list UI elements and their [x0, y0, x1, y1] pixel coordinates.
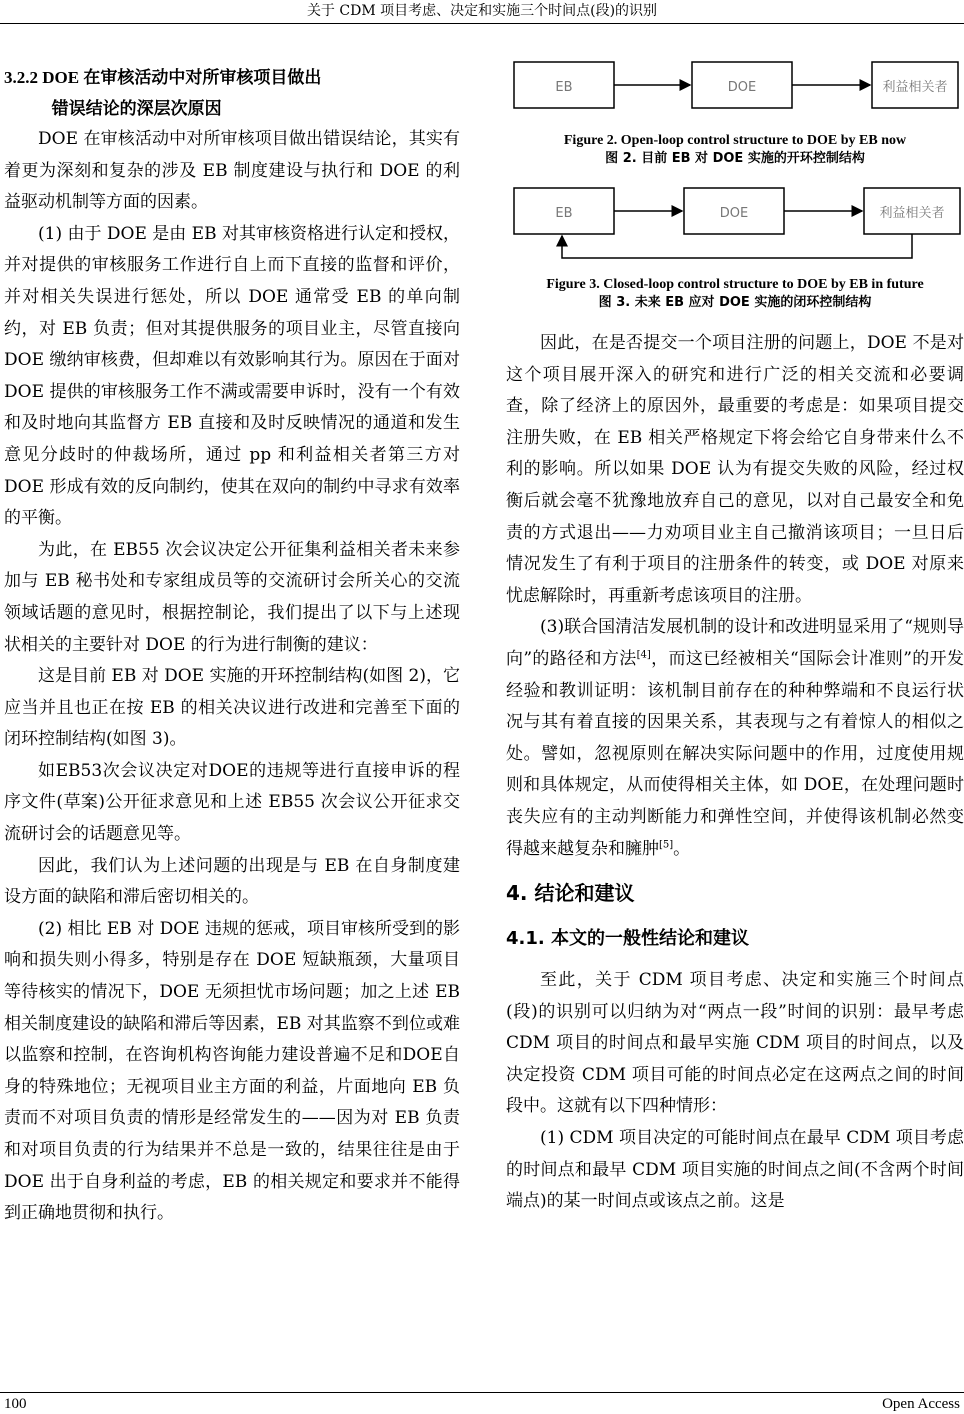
eb-box-label: EB [555, 80, 573, 95]
figure-2-diagram [506, 56, 964, 122]
paragraph: DOE 在审核活动中对所审核项目做出错误结论，其实有着更为深刻和复杂的涉及 EB 制度建设与执行和 DOE 的利益驱动机制等方面的因素。 [4, 129, 460, 213]
figure-2-caption-cn: 图 2. 目前 EB 对 DOE 实施的开环控制结构 [605, 151, 865, 166]
doe-box-label: DOE [719, 206, 749, 221]
paragraph: 因此，我们认为上述问题的出现是与 EB 在自身制度建设方面的缺陷和滞后密切相关的。 [4, 855, 460, 908]
eb-box-label: EB [555, 206, 573, 221]
paragraph: 因此，在是否提交一个项目注册的问题上，DOE 不是对这个项目展开深入的研究和进行广泛的相关交流和必要调查，除了经济上的原因外，最重要的考虑是：如果项目提交注册失败，在 EB 相关严格规定下将会给它自身带来什么不利的影响。所以如果 DOE 认为有提交失败的风险，经过权衡后就会毫不犹豫地放弃自己的意见，以对自己最安全和免责的方式退出——力劝项目业主自己撤消该项目；一旦日后情况发生了有利于项目的注册条件的转变，或 DOE 对原来忧虑解除时，再重新考虑该项目的注册。 [506, 333, 964, 606]
doe-box-label: DOE [727, 80, 757, 95]
publisher-label: Open Access [882, 1396, 960, 1412]
paragraph-text: ，而这已经被相关“国际会计准则”的开发经验和教训证明：该机制目前存在的种种弊端和不良运行状况与其有着直接的因果关系，其表现与之有着惊人的相似之处。譬如，忽视原则在解决实际问题中的作用，过度使用规则和具体规定，从而使得相关主体，如 DOE，在处理问题时丧失应有的主动判断能力和弹性空间，并使得该机制必然变得越来越复杂和臃肿 [506, 648, 964, 859]
running-header [0, 0, 964, 24]
subsection-heading-line2: 错误结论的深层次原因 [51, 99, 222, 118]
paragraph: 如EB53次会议决定对DOE的违规等进行直接申诉的程序文件(草案)公开征求意见和上述 EB55 次会议公开征求交流研讨会的话题意见等。 [4, 760, 460, 845]
running-header-title: 关于 CDM 项目考虑、决定和实施三个时间点(段)的识别 [306, 3, 658, 19]
subsection-heading [4, 62, 460, 124]
citation-ref: [5] [659, 838, 674, 850]
paragraph: 这是目前 EB 对 DOE 实施的开环控制结构(如图 2)，它应当并且也正在按 EB 的相关决议进行改进和完善至下面的闭环控制结构(如图 3)。 [4, 666, 460, 750]
section-heading: 4. 结论和建议 [506, 881, 635, 906]
figure-2-caption-en: Figure 2. Open-loop control structure to DOE by EB now [563, 133, 907, 148]
citation-ref: [4] [636, 649, 651, 661]
paragraph-text: 。 [673, 838, 691, 859]
figure-3 [506, 182, 964, 312]
paragraph: (2) 相比 EB 对 DOE 违规的惩戒，项目审核所受到的影响和损失则小得多，特别是存在 DOE 短缺瓶颈，大量项目等待核实的情况下，DOE 无须担忧市场问题；加之上述 EB 相关制度建设的缺陷和滞后等因素，EB 对其监察不到位或难以监察和控制，在咨询机构咨询能力建设普遍不足和DOE自身的特殊地位；无视项目业主方面的利益，片面地向 EB 负责而不对项目负责的情形是经常发生的——因为对 EB 负责和对项目负责的行为结果并不总是一致的，结果往往是由于 DOE 出于自身利益的考虑，EB 的相关规定和要求并不能得到正确地贯彻和执行。 [4, 918, 460, 1224]
right-column [506, 56, 964, 1218]
subsection-heading: 4.1. 本文的一般性结论和建议 [506, 928, 749, 950]
figure-3-caption-cn: 图 3. 未来 EB 应对 DOE 实施的闭环控制结构 [598, 295, 872, 310]
figure-3-caption-en: Figure 3. Closed-loop control structure to DOE by EB in future [546, 277, 924, 292]
page-number: 100 [4, 1396, 27, 1412]
paragraph: (1) CDM 项目决定的可能时间点在最早 CDM 项目考虑的时间点和最早 CDM 项目实施的时间点之间(不含两个时间端点)的某一时间点或该点之前。这是 [506, 1128, 964, 1212]
subsection-heading-line1: 3.2.2 DOE 在审核活动中对所审核项目做出 [4, 68, 322, 87]
stakeholder-box-label: 利益相关者 [882, 80, 948, 95]
paragraph: (1) 由于 DOE 是由 EB 对其审核资格进行认定和授权，并对提供的审核服务工作进行自上而下直接的监督和评价，并对相关失误进行惩处，所以 DOE 通常受 EB 的单向制约，对 EB 负责；但对其提供服务的项目业主，尽管直接向 DOE 缴纳审核费，但却难以有效影响其行为。原因在于面对 DOE 提供的审核服务工作不满或需要申诉时，没有一个有效和及时地向其监督方 EB 直接和及时反映情况的通道和发生意见分歧时的仲裁场所，通过 pp 和利益相关者第三方对 DOE 形成有效的反向制约，使其在双向的制约中寻求有效率的平衡。 [4, 223, 460, 529]
figure-3-diagram [506, 182, 964, 270]
paragraph [506, 612, 964, 865]
feedback-arrow [562, 234, 912, 258]
stakeholder-box-label: 利益相关者 [879, 206, 945, 221]
left-column [4, 62, 460, 1230]
paragraph: 至此，关于 CDM 项目考虑、决定和实施三个时间点(段)的识别可以归纳为对“两点一段”时间的识别：最早考虑 CDM 项目的时间点和最早实施 CDM 项目的时间点，以及决定投资 CDM 项目可能的时间点必定在这两点之间的时间段中。这就有以下四种情形： [506, 970, 964, 1117]
paragraph: 为此，在 EB55 次会议决定公开征集利益相关者未来参加与 EB 秘书处和专家组成员等的交流研讨会所关心的交流领域话题的意见时，根据控制论，我们提出了以下与上述现状相关的主要针对 DOE 的行为进行制衡的建议： [4, 539, 460, 655]
figure-2 [506, 56, 964, 168]
page-footer [0, 1392, 964, 1414]
paragraph-text: (3)联合国清洁发展机制的设计和改进明显采用了“规则导向”的路径和方法 [506, 617, 964, 669]
